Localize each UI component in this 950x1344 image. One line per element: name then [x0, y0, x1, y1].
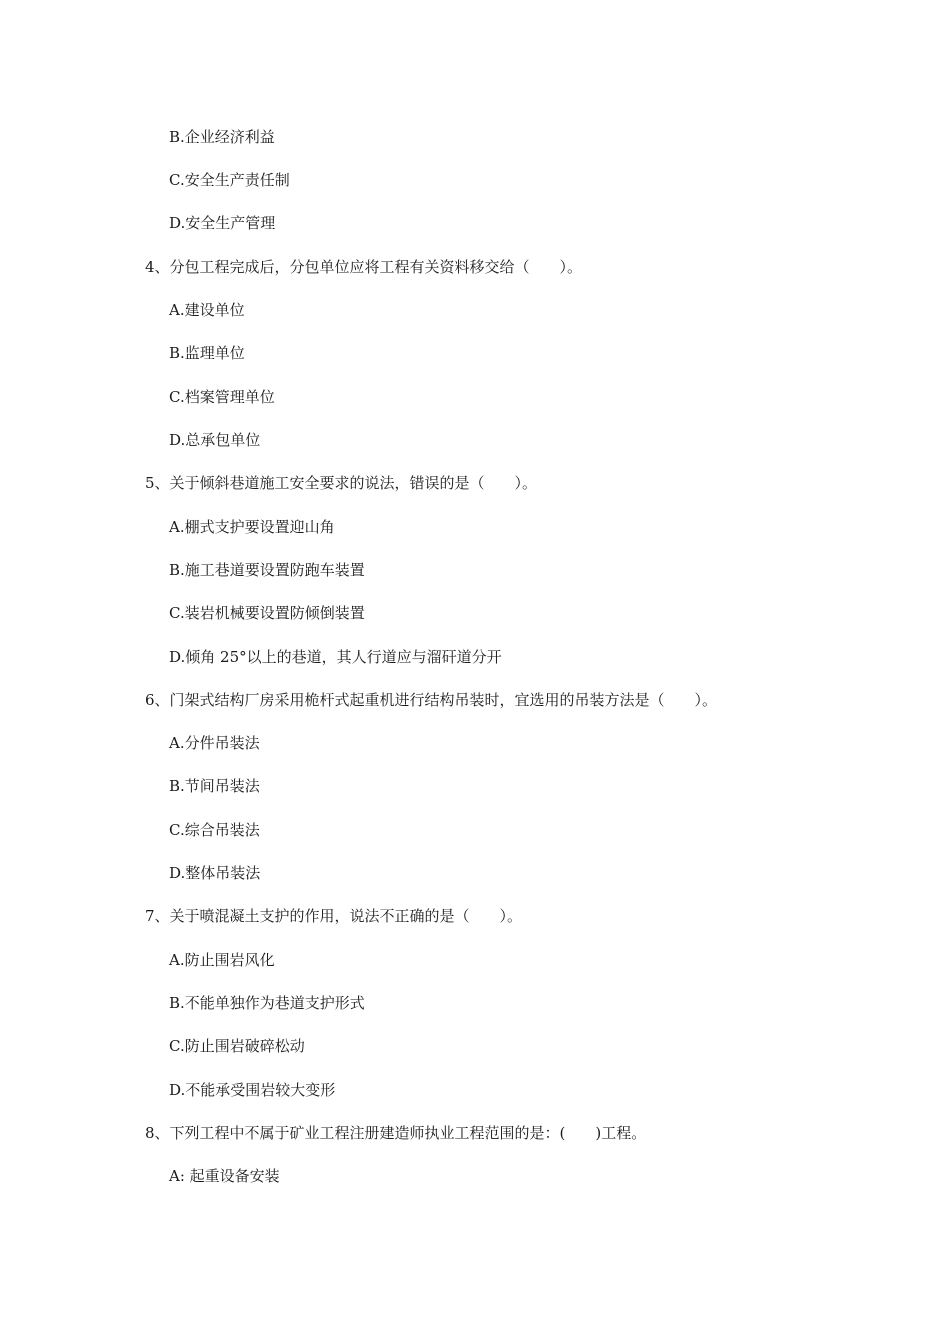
- option-5d: D.倾角 25°以上的巷道，其人行道应与溜矸道分开: [169, 648, 502, 666]
- option-5c: C.装岩机械要设置防倾倒装置: [169, 604, 365, 622]
- option-5b: B.施工巷道要设置防跑车装置: [169, 561, 365, 579]
- option-7d: D.不能承受围岩较大变形: [169, 1081, 336, 1099]
- option-6c: C.综合吊装法: [169, 821, 260, 839]
- option-5a: A.棚式支护要设置迎山角: [169, 518, 335, 536]
- question-4: 4、分包工程完成后，分包单位应将工程有关资料移交给（ ）。: [145, 258, 583, 276]
- option-4c: C.档案管理单位: [169, 388, 275, 406]
- option-6d: D.整体吊装法: [169, 864, 261, 882]
- question-6: 6、门架式结构厂房采用桅杆式起重机进行结构吊装时，宜选用的吊装方法是（ ）。: [145, 691, 718, 709]
- option-3b: B.企业经济利益: [169, 128, 275, 146]
- question-7: 7、关于喷混凝土支护的作用，说法不正确的是（ ）。: [145, 907, 523, 925]
- option-6a: A.分件吊装法: [169, 734, 260, 752]
- option-7b: B.不能单独作为巷道支护形式: [169, 994, 365, 1012]
- question-5: 5、关于倾斜巷道施工安全要求的说法，错误的是（ ）。: [145, 474, 538, 492]
- option-4b: B.监理单位: [169, 344, 245, 362]
- option-7c: C.防止围岩破碎松动: [169, 1037, 305, 1055]
- option-3c: C.安全生产责任制: [169, 171, 290, 189]
- question-8: 8、下列工程中不属于矿业工程注册建造师执业工程范围的是：( )工程。: [145, 1124, 647, 1142]
- option-4d: D.总承包单位: [169, 431, 261, 449]
- option-8a: A: 起重设备安装: [169, 1167, 280, 1185]
- option-7a: A.防止围岩风化: [169, 951, 275, 969]
- option-3d: D.安全生产管理: [169, 214, 276, 232]
- option-6b: B.节间吊装法: [169, 777, 260, 795]
- option-4a: A.建设单位: [169, 301, 245, 319]
